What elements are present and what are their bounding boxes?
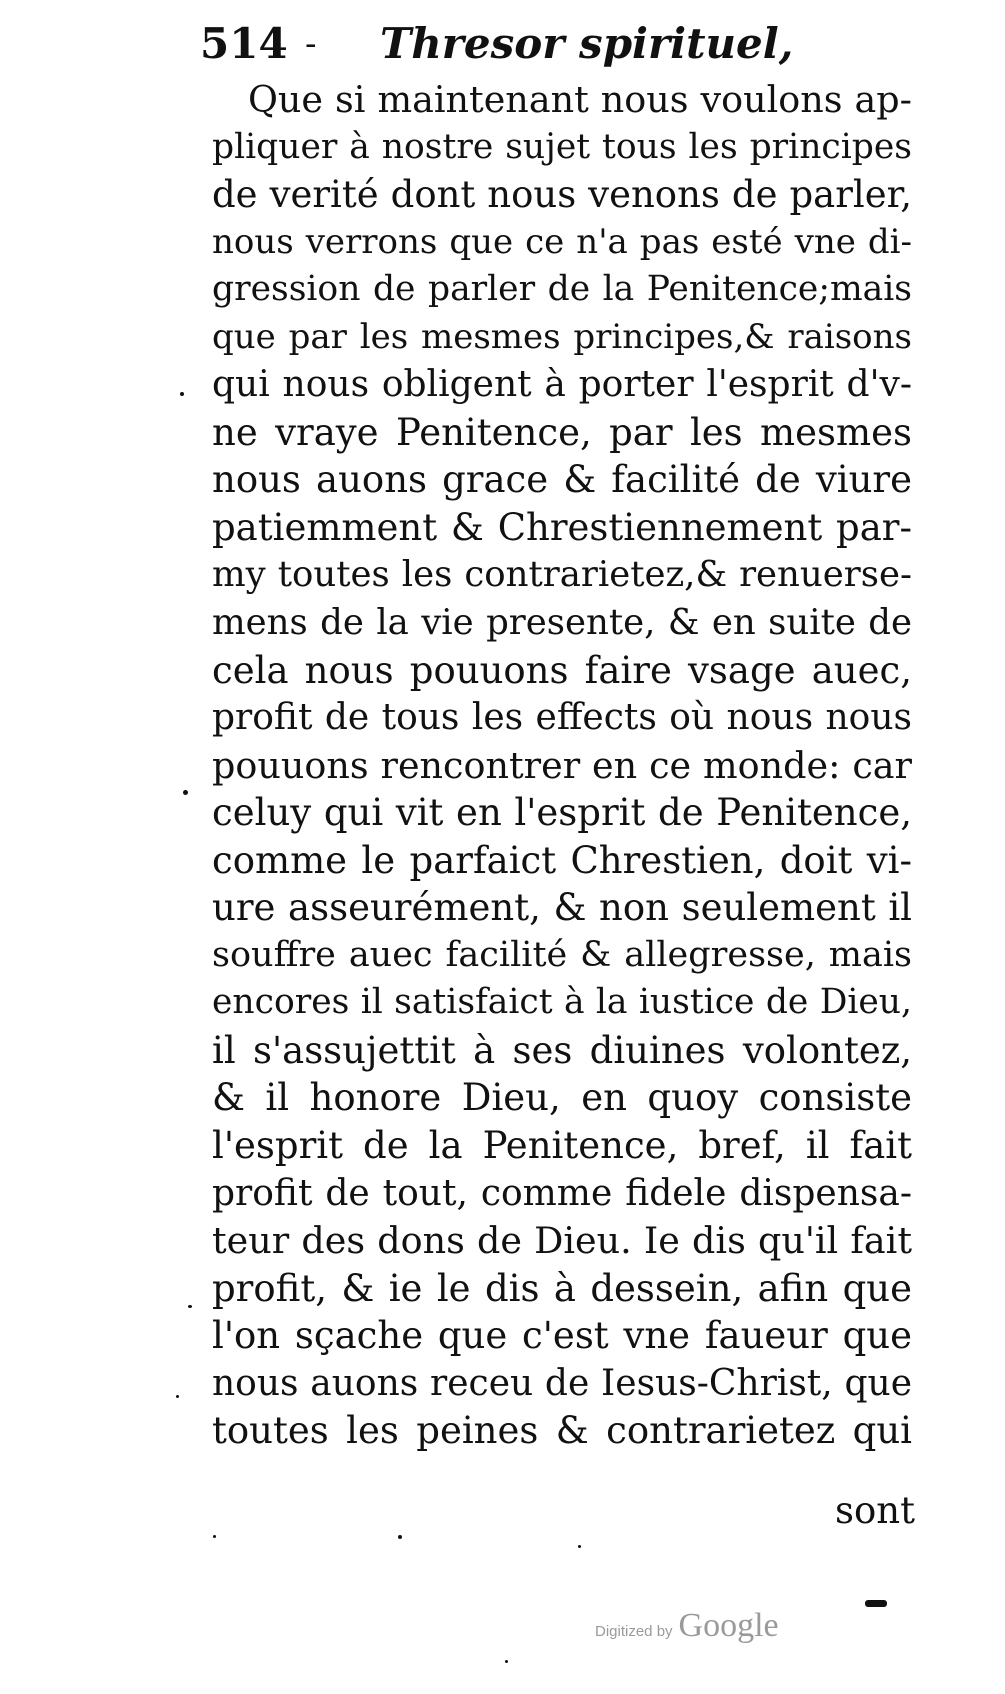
text-line: profit de tout, comme fidele dispensa- [212, 1172, 912, 1214]
scan-speck [180, 392, 184, 396]
text-line: souffre auec facilité & allegresse, mais [212, 934, 912, 975]
body-text [212, 76, 912, 1455]
scan-speck [505, 1660, 508, 1663]
text-line: Que si maintenant nous voulons ap- [248, 78, 912, 121]
scan-speck [213, 1535, 216, 1538]
scan-speck [188, 1305, 192, 1308]
text-line: my toutes les contrarietez,& renuerse- [212, 554, 912, 596]
text-line: teur des dons de Dieu. Ie dis qu'il fait [212, 1219, 912, 1263]
text-line: mens de la vie presente, & en suite de [212, 602, 912, 644]
text-line: profit, & ie le dis à dessein, afin que [212, 1266, 912, 1310]
text-line: nous auons receu de Iesus-Christ, que [212, 1362, 912, 1404]
text-line: l'on sçache que c'est vne faueur que [212, 1314, 912, 1358]
page-number: 514 [200, 19, 288, 68]
text-line: & il honore Dieu, en quoy consiste [212, 1076, 912, 1120]
text-line: patiemment & Chrestiennement par- [212, 505, 912, 549]
text-line: toutes les peines & contrarietez qui [212, 1409, 912, 1453]
text-line: de verité dont nous venons de parler, [212, 173, 912, 217]
footer-ink-mark [865, 1600, 887, 1607]
text-line: gression de parler de la Penitence;mais [212, 269, 912, 310]
text-line: l'esprit de la Penitence, bref, il fait [212, 1124, 912, 1168]
running-title: Thresor spirituel, [380, 19, 794, 68]
scan-speck [176, 1395, 179, 1398]
scan-speck [183, 790, 188, 795]
text-line: encores il satisfaict à la iustice de Dieu, [212, 982, 912, 1023]
text-line: il s'assujettit à ses diuines volontez, [212, 1028, 912, 1072]
text-line: qui nous obligent à porter l'esprit d'v- [212, 364, 912, 406]
text-line: profit de tous les effects où nous nous [212, 697, 912, 739]
text-line: comme le parfaict Chrestien, doit vi- [212, 838, 912, 882]
text-line: cela nous pouuons faire vsage auec, [212, 648, 912, 692]
text-line: celuy qui vit en l'esprit de Penitence, [212, 791, 912, 835]
text-line: ure asseurément, & non seulement il [212, 886, 912, 930]
text-line: nous verrons que ce n'a pas esté vne di- [212, 221, 912, 262]
watermark-prefix: Digitized by [595, 1623, 673, 1640]
scan-speck [578, 1545, 581, 1548]
header-dash: - [305, 24, 317, 64]
text-line: nous auons grace & facilité de viure [212, 458, 912, 502]
running-head [200, 14, 794, 74]
scan-speck [398, 1535, 402, 1539]
catchword: sont [835, 1489, 915, 1532]
text-line: ne vraye Penitence, par les mesmes [212, 410, 912, 454]
text-line: pouuons rencontrer en ce monde: car [212, 743, 912, 787]
digitized-watermark [595, 1607, 779, 1647]
text-line: que par les mesmes principes,& raisons [212, 316, 912, 357]
watermark-brand: Google [678, 1607, 779, 1644]
text-line: pliquer à nostre sujet tous les principes [212, 126, 912, 167]
